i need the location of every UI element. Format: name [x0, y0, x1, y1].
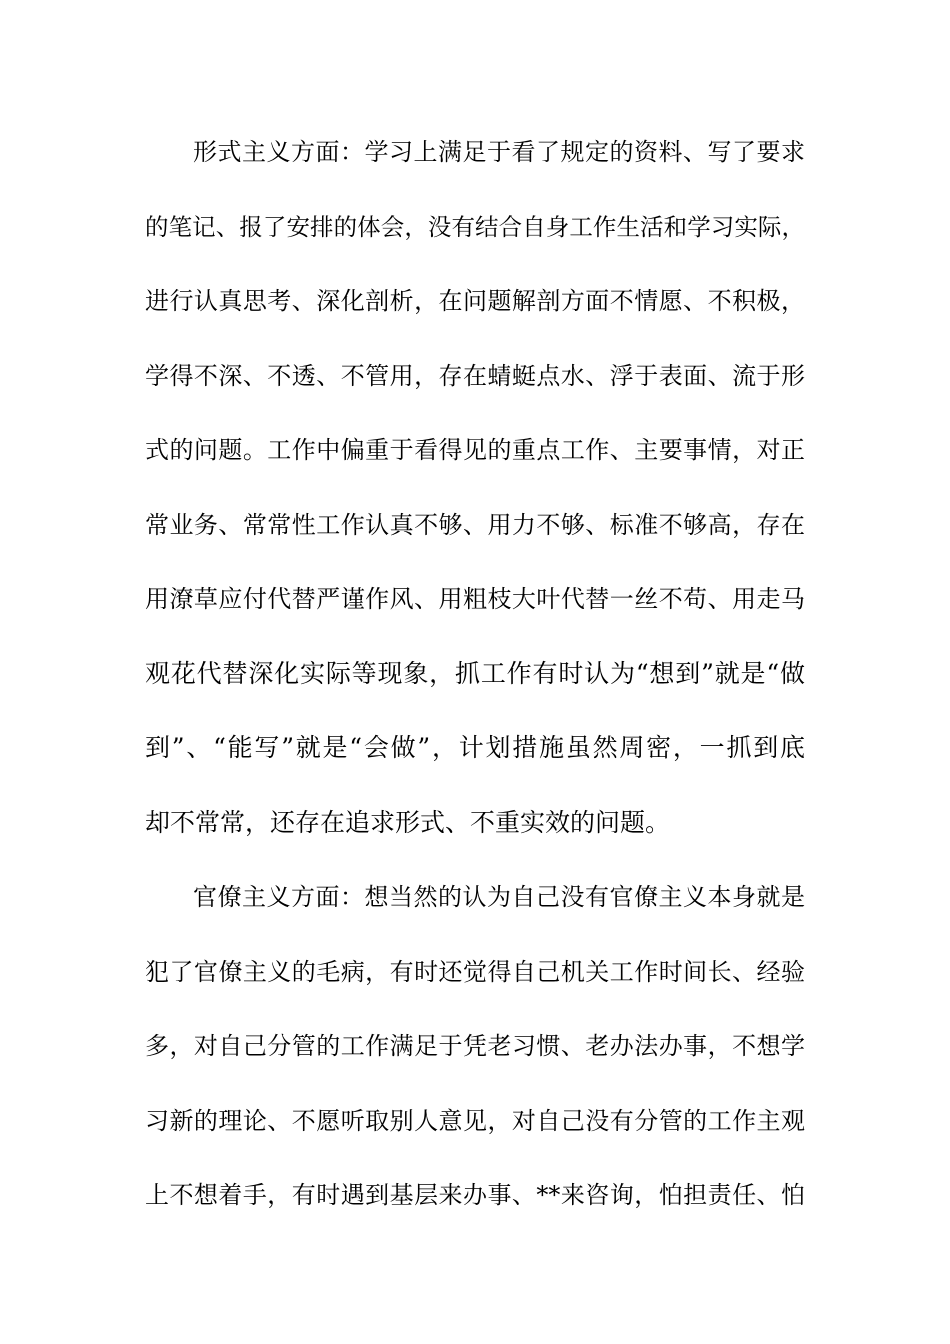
paragraph-1-line-10: 却不常常，还存在追求形式、不重实效的问题。 [145, 808, 671, 837]
paragraph-2-line-4: 习新的理论、不愿听取别人意见，对自己没有分管的工作主观 [145, 1107, 805, 1135]
paragraph-1-line-9: 到”、“能写”就是“会做”，计划措施虽然周密，一抓到底 [145, 733, 805, 762]
paragraph-2-line-1: 官僚主义方面：想当然的认为自己没有官僚主义本身就是 [193, 883, 805, 911]
paragraph-1-line-3: 进行认真思考、深化剖析，在问题解剖方面不情愿、不积极， [145, 287, 805, 315]
paragraph-1-line-6: 常业务、常常性工作认真不够、用力不够、标准不够高，存在 [145, 511, 805, 539]
paragraph-1-line-5: 式的问题。工作中偏重于看得见的重点工作、主要事情，对正 [145, 436, 805, 464]
paragraph-1-line-7: 用潦草应付代替严谨作风、用粗枝大叶代替一丝不苟、用走马 [145, 585, 805, 613]
paragraph-2-line-5: 上不想着手，有时遇到基层来办事、**来咨询，怕担责任、怕 [145, 1181, 805, 1209]
paragraph-1-line-8: 观花代替深化实际等现象，抓工作有时认为“想到”就是“做 [145, 659, 805, 688]
paragraph-1-line-1: 形式主义方面：学习上满足于看了规定的资料、写了要求 [193, 138, 805, 166]
paragraph-1-line-2: 的笔记、报了安排的体会，没有结合自身工作生活和学习实际， [145, 213, 805, 241]
paragraph-1-line-4: 学得不深、不透、不管用，存在蜻蜓点水、浮于表面、流于形 [145, 362, 805, 390]
paragraph-2-line-3: 多，对自己分管的工作满足于凭老习惯、老办法办事，不想学 [145, 1032, 805, 1060]
paragraph-2-line-2: 犯了官僚主义的毛病，有时还觉得自己机关工作时间长、经验 [145, 958, 805, 986]
